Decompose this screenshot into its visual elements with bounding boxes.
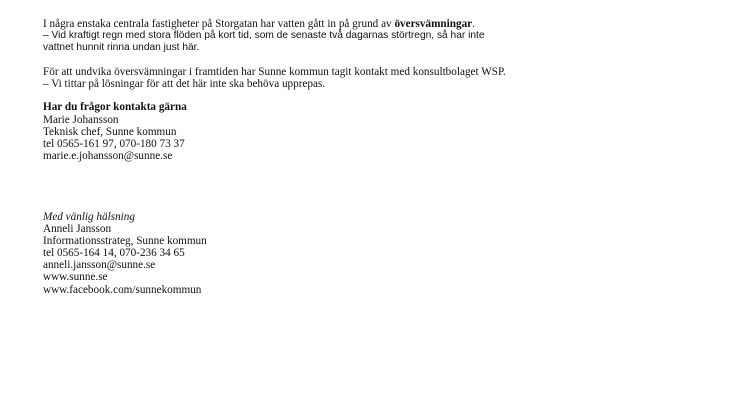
contact-heading: Har du frågor kontakta gärna [43, 101, 187, 114]
signature-website-link[interactable]: www.sunne.se [43, 271, 108, 284]
contact-block [43, 101, 733, 161]
signature-email[interactable]: anneli.jansson@sunne.se [43, 259, 156, 272]
signature-greeting: Med vänlig hälsning [43, 210, 135, 223]
paragraph-prevention-line-2: – Vi tittar på lösningar för att det här inte ska behöva upprepas. [43, 78, 326, 91]
contact-phone: tel 0565-161 97, 070-180 73 37 [43, 137, 185, 150]
flooding-intro-text: I några enstaka centrala fastigheter på Storgatan har vatten gått in på grund av [43, 18, 395, 30]
signature-title: Informationsstrateg, Sunne kommun [43, 235, 207, 248]
contact-name: Marie Johansson [43, 113, 119, 126]
signature-name: Anneli Jansson [43, 223, 112, 236]
contact-title: Teknisk chef, Sunne kommun [43, 125, 177, 138]
paragraph-flooding [43, 18, 733, 54]
contact-email[interactable]: marie.e.johansson@sunne.se [43, 149, 173, 162]
signature-phone: tel 0565-164 14, 070-236 34 65 [43, 247, 185, 260]
paragraph-prevention [43, 66, 733, 90]
paragraph-flooding-line-3: vattnet hunnit rinna undan just här. [43, 42, 200, 54]
flooding-keyword: översvämningar [394, 18, 473, 30]
flooding-period: . [472, 18, 475, 30]
press-release-body [43, 18, 733, 296]
paragraph-flooding-line-1 [43, 18, 733, 30]
signature-facebook-link[interactable]: www.facebook.com/sunnekommun [43, 283, 202, 296]
paragraph-flooding-line-2: – Vid kraftigt regn med stora flöden på kort tid, som de senaste två dagarnas störtregn, så har inte [43, 30, 485, 42]
paragraph-prevention-line-1: För att undvika översvämningar i framtiden har Sunne kommun tagit kontakt med konsultbolaget WSP. [43, 66, 506, 79]
signature-block [43, 211, 733, 296]
